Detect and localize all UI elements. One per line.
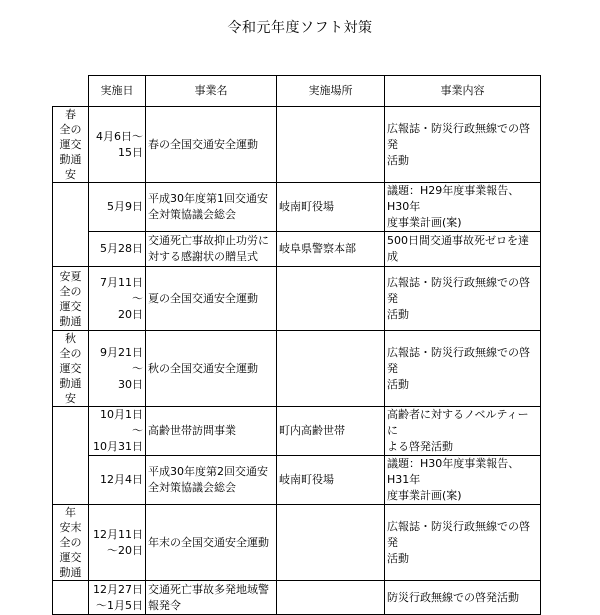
- cell-place: [277, 267, 385, 331]
- page-title: 令和元年度ソフト対策: [227, 20, 373, 36]
- table-row: [53, 505, 541, 581]
- table-row: [53, 407, 541, 456]
- campaign-label-summer: 安夏 全の 運交 動通: [53, 267, 89, 331]
- cell-content: 広報誌・防災行政無線での啓発 活動: [385, 505, 541, 581]
- header-place: 実施場所: [277, 76, 385, 107]
- cell-name: 夏の全国交通安全運動: [146, 267, 277, 331]
- header-row: [53, 76, 541, 107]
- campaign-blank: [53, 183, 89, 267]
- campaign-label-spring: 春 全の 運交 動通 安: [53, 107, 89, 183]
- campaign-label-yearend: 年 安末 全の 運交 動通: [53, 505, 89, 581]
- measures-table: [52, 75, 541, 615]
- cell-date: 5月28日: [89, 232, 146, 267]
- campaign-blank: [53, 407, 89, 505]
- cell-content: 広報誌・防災行政無線での啓発 活動: [385, 331, 541, 407]
- cell-content: 高齢者に対するノベルティーに よる啓発活動: [385, 407, 541, 456]
- cell-place: [277, 505, 385, 581]
- cell-name: 年末の全国交通安全運動: [146, 505, 277, 581]
- cell-content: 広報誌・防災行政無線での啓発 活動: [385, 107, 541, 183]
- cell-name: 春の全国交通安全運動: [146, 107, 277, 183]
- table-row: [53, 232, 541, 267]
- cell-place: [277, 331, 385, 407]
- cell-date: 12月27日 ～1月5日: [89, 581, 146, 615]
- cell-place: 岐阜県警察本部: [277, 232, 385, 267]
- cell-name: 平成30年度第2回交通安 全対策協議会総会: [146, 456, 277, 505]
- table-row: [53, 331, 541, 407]
- campaign-blank: [53, 581, 89, 615]
- header-content: 事業内容: [385, 76, 541, 107]
- cell-place: 岐南町役場: [277, 183, 385, 232]
- table-row: [53, 183, 541, 232]
- cell-date: 12月11日 ～20日: [89, 505, 146, 581]
- cell-date: 7月11日～ 20日: [89, 267, 146, 331]
- cell-name: 高齢世帯訪問事業: [146, 407, 277, 456]
- table-row: [53, 581, 541, 615]
- cell-place: [277, 581, 385, 615]
- cell-content: 防災行政無線での啓発活動: [385, 581, 541, 615]
- cell-content: 広報誌・防災行政無線での啓発 活動: [385, 267, 541, 331]
- cell-place: 町内高齢世帯: [277, 407, 385, 456]
- cell-name: 交通死亡事故多発地域警 報発令: [146, 581, 277, 615]
- cell-date: 5月9日: [89, 183, 146, 232]
- cell-content: 500日間交通事故死ゼロを達成: [385, 232, 541, 267]
- cell-date: 10月1日～ 10月31日: [89, 407, 146, 456]
- cell-name: 秋の全国交通安全運動: [146, 331, 277, 407]
- cell-place: 岐南町役場: [277, 456, 385, 505]
- table-row: [53, 107, 541, 183]
- cell-date: 9月21日～ 30日: [89, 331, 146, 407]
- table-row: [53, 267, 541, 331]
- header-name: 事業名: [146, 76, 277, 107]
- campaign-label-autumn: 秋 全の 運交 動通 安: [53, 331, 89, 407]
- table-row: [53, 456, 541, 505]
- cell-content: 議題：H29年度事業報告、H30年 度事業計画(案): [385, 183, 541, 232]
- header-date: 実施日: [89, 76, 146, 107]
- cell-date: 12月4日: [89, 456, 146, 505]
- cell-content: 議題：H30年度事業報告、H31年 度事業計画(案): [385, 456, 541, 505]
- cell-name: 交通死亡事故抑止功労に 対する感謝状の贈呈式: [146, 232, 277, 267]
- cell-name: 平成30年度第1回交通安 全対策協議会総会: [146, 183, 277, 232]
- cell-date: 4月6日～ 15日: [89, 107, 146, 183]
- header-blank: [53, 76, 89, 107]
- cell-place: [277, 107, 385, 183]
